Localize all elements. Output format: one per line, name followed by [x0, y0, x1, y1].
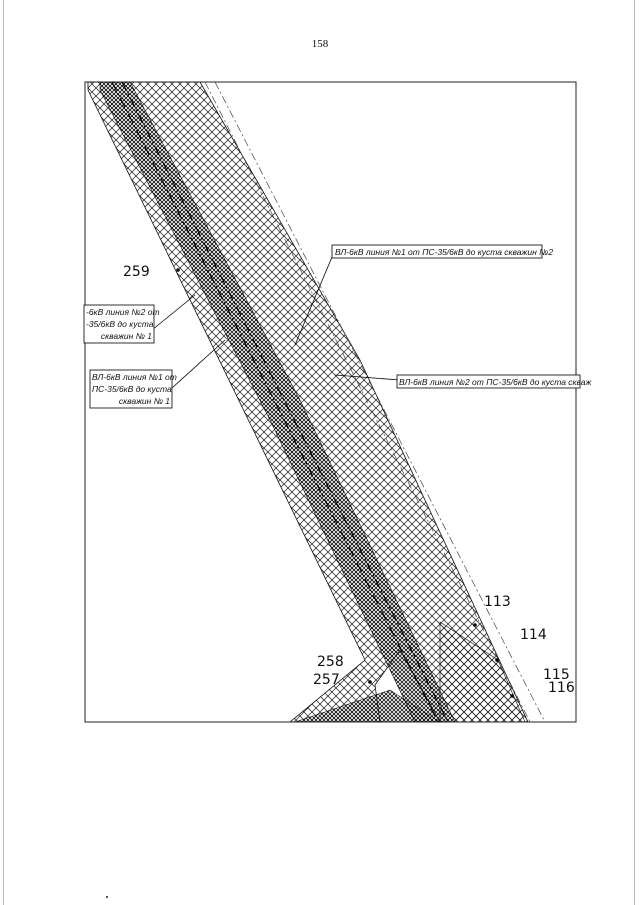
callout-top-right: ВЛ-6кВ линия №1 от ПС-35/6кВ до куста скважин №2	[335, 247, 554, 257]
vertex-marker	[176, 268, 180, 272]
parcel-label: 116	[548, 680, 575, 696]
parcel-label: 113	[484, 594, 511, 610]
callout-left-upper-line-3: скважин № 1	[100, 331, 152, 341]
vertex-marker	[510, 694, 514, 698]
callout-mid-right: ВЛ-6кВ линия №2 от ПС-35/6кВ до куста скваж	[399, 377, 592, 387]
vertex-marker	[368, 680, 372, 684]
page-number: 158	[311, 38, 329, 50]
leader-left-lower	[172, 340, 225, 388]
parcel-label: 258	[317, 654, 344, 670]
callout-left-lower-line-3: скважин № 1	[118, 396, 170, 406]
parcel-label: 115	[543, 667, 570, 683]
callout-left-lower-line-2: ПС-35/6кВ до куста	[92, 384, 172, 394]
callout-left-lower-line-1: ВЛ-6кВ линия №1 от	[92, 372, 177, 382]
parcel-label: 114	[520, 627, 547, 643]
parcel-label: 259	[123, 264, 150, 280]
callout-left-upper-line-2: -35/6кВ до куста	[86, 319, 154, 329]
scan-speck	[106, 896, 108, 898]
parcel-label: 257	[313, 672, 340, 688]
callout-left-upper-line-1: -6кВ линия №2 от	[86, 307, 160, 317]
vertex-marker	[473, 623, 477, 627]
vertex-marker	[495, 658, 499, 662]
